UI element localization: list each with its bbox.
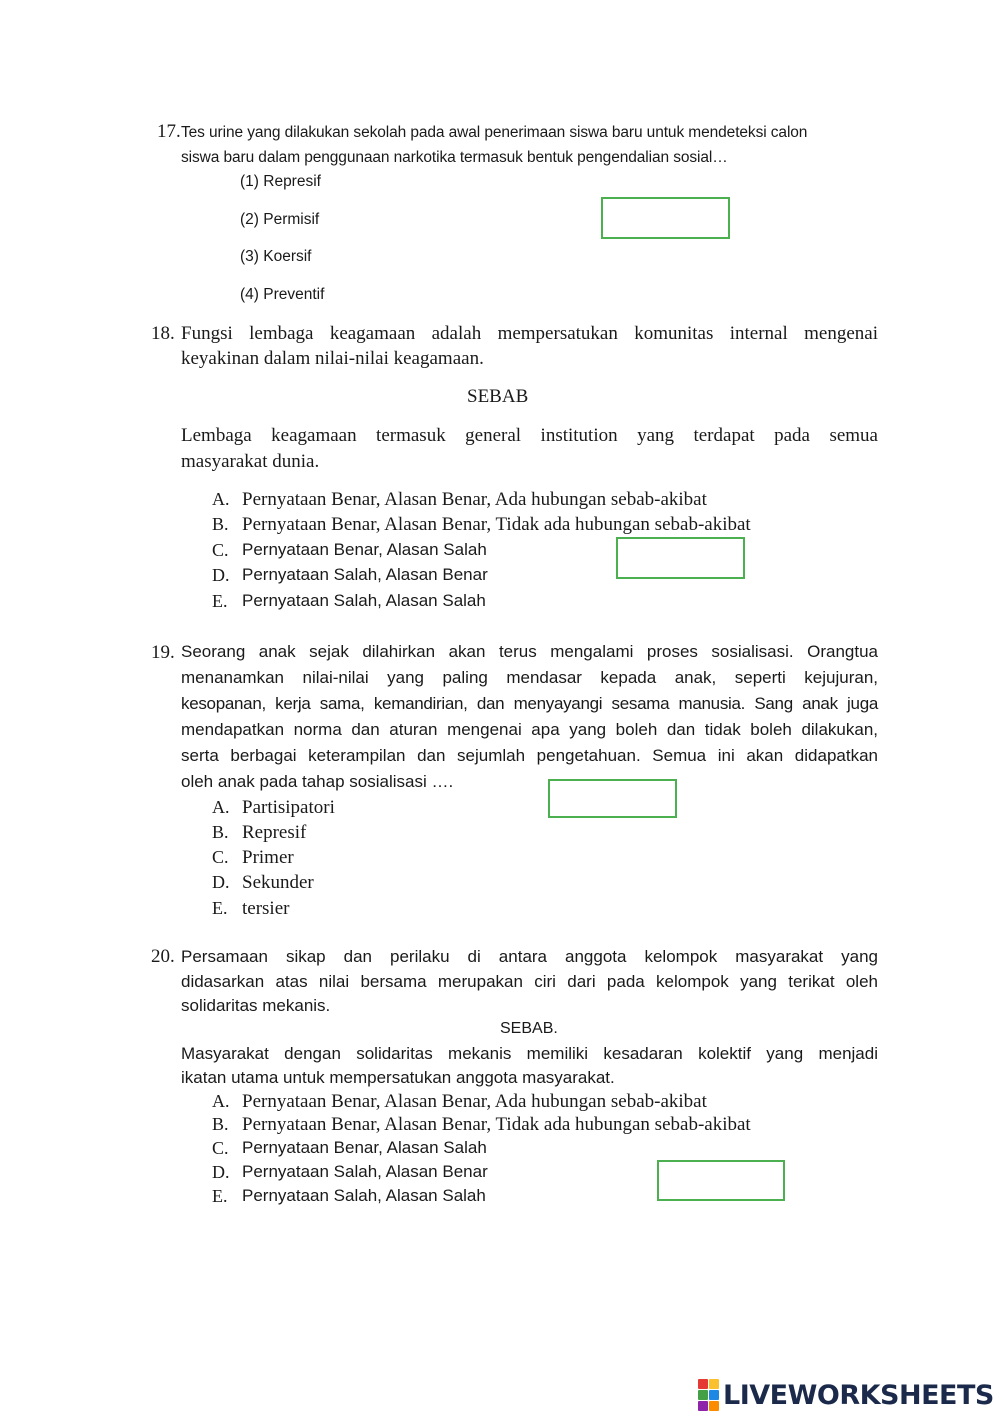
question-text-line: mendapatkan norma dan aturan mengenai apa yang boleh dan tidak boleh dilakukan,	[181, 720, 878, 739]
answer-input-18[interactable]	[616, 537, 745, 579]
option-c: Pernyataan Benar, Alasan Salah	[242, 540, 487, 559]
answer-input-20[interactable]	[657, 1160, 785, 1201]
statement-line: didasarkan atas nilai bersama merupakan ciri dari pada kelompok yang terikat oleh	[181, 972, 878, 991]
liveworksheets-logo	[698, 1378, 994, 1412]
option-e: Pernyataan Salah, Alasan Salah	[242, 591, 486, 610]
logo-block	[698, 1390, 708, 1400]
option-letter: E.	[212, 591, 228, 611]
option-b: Pernyataan Benar, Alasan Benar, Tidak ada hubungan sebab-akibat	[242, 1114, 751, 1135]
option-letter: D.	[212, 565, 230, 585]
logo-text: LIVEWORKSHEETS	[723, 1379, 994, 1411]
option-letter: D.	[212, 872, 230, 892]
question-text-line: Seorang anak sejak dilahirkan akan terus mengalami proses sosialisasi. Orangtua	[181, 642, 878, 661]
logo-block	[698, 1401, 708, 1411]
option-a: Pernyataan Benar, Alasan Benar, Ada hubungan sebab-akibat	[242, 489, 707, 510]
option-letter: C.	[212, 540, 229, 560]
answer-input-19[interactable]	[548, 779, 677, 818]
option-a: Partisipatori	[242, 797, 335, 818]
option-d: Sekunder	[242, 872, 314, 893]
option-d: Pernyataan Salah, Alasan Benar	[242, 1162, 488, 1181]
option-2: (2) Permisif	[240, 211, 320, 228]
option-letter: B.	[212, 822, 229, 842]
statement-line: solidaritas mekanis.	[181, 996, 331, 1015]
logo-mark-icon	[698, 1379, 719, 1411]
option-letter: D.	[212, 1162, 230, 1182]
reason-line: Masyarakat dengan solidaritas mekanis memiliki kesadaran kolektif yang menjadi	[181, 1044, 878, 1063]
sebab-connector: SEBAB	[467, 386, 529, 407]
option-e: tersier	[242, 898, 290, 919]
option-letter: E.	[212, 1186, 228, 1206]
reason-line: masyarakat dunia.	[181, 451, 320, 472]
option-a: Pernyataan Benar, Alasan Benar, Ada hubungan sebab-akibat	[242, 1091, 707, 1112]
option-letter: A.	[212, 489, 230, 509]
logo-block	[709, 1390, 719, 1400]
question-text-line: Tes urine yang dilakukan sekolah pada awal penerimaan siswa baru untuk mendeteksi calon	[181, 124, 808, 141]
option-b: Represif	[242, 822, 307, 843]
option-letter: A.	[212, 1091, 230, 1111]
sebab-connector: SEBAB.	[500, 1020, 558, 1037]
question-text-line: menanamkan nilai-nilai yang paling mendasar kepada anak, seperti kejujuran,	[181, 668, 878, 687]
reason-line: Lembaga keagamaan termasuk general institution yang terdapat pada semua	[181, 425, 878, 446]
option-d: Pernyataan Salah, Alasan Benar	[242, 565, 488, 584]
option-1: (1) Represif	[240, 173, 321, 190]
question-number: 17.	[157, 121, 181, 142]
option-3: (3) Koersif	[240, 248, 312, 265]
option-c: Primer	[242, 847, 294, 868]
option-4: (4) Preventif	[240, 286, 325, 303]
question-number: 19.	[151, 642, 175, 663]
logo-block	[709, 1401, 719, 1411]
statement-line: Fungsi lembaga keagamaan adalah mempersatukan komunitas internal mengenai	[181, 323, 878, 344]
option-letter: C.	[212, 847, 229, 867]
option-letter: B.	[212, 1114, 229, 1134]
question-text-line: oleh anak pada tahap sosialisasi ….	[181, 772, 454, 791]
option-letter: B.	[212, 514, 229, 534]
answer-input-17[interactable]	[601, 197, 730, 239]
logo-block	[698, 1379, 708, 1389]
statement-line: Persamaan sikap dan perilaku di antara anggota kelompok masyarakat yang	[181, 947, 878, 966]
question-text-line: serta berbagai keterampilan dan sejumlah pengetahuan. Semua ini akan didapatkan	[181, 746, 878, 765]
question-number: 20.	[151, 946, 175, 967]
logo-block	[709, 1379, 719, 1389]
question-text-line: kesopanan, kerja sama, kemandirian, dan menyayangi sesama manusia. Sang anak juga	[181, 694, 878, 713]
option-e: Pernyataan Salah, Alasan Salah	[242, 1186, 486, 1205]
statement-line: keyakinan dalam nilai-nilai keagamaan.	[181, 348, 484, 369]
reason-line: ikatan utama untuk mempersatukan anggota masyarakat.	[181, 1068, 615, 1087]
question-text-line: siswa baru dalam penggunaan narkotika termasuk bentuk pengendalian sosial…	[181, 149, 728, 166]
option-letter: C.	[212, 1138, 229, 1158]
option-letter: A.	[212, 797, 230, 817]
option-c: Pernyataan Benar, Alasan Salah	[242, 1138, 487, 1157]
option-letter: E.	[212, 898, 228, 918]
question-number: 18.	[151, 323, 175, 344]
option-b: Pernyataan Benar, Alasan Benar, Tidak ada hubungan sebab-akibat	[242, 514, 751, 535]
